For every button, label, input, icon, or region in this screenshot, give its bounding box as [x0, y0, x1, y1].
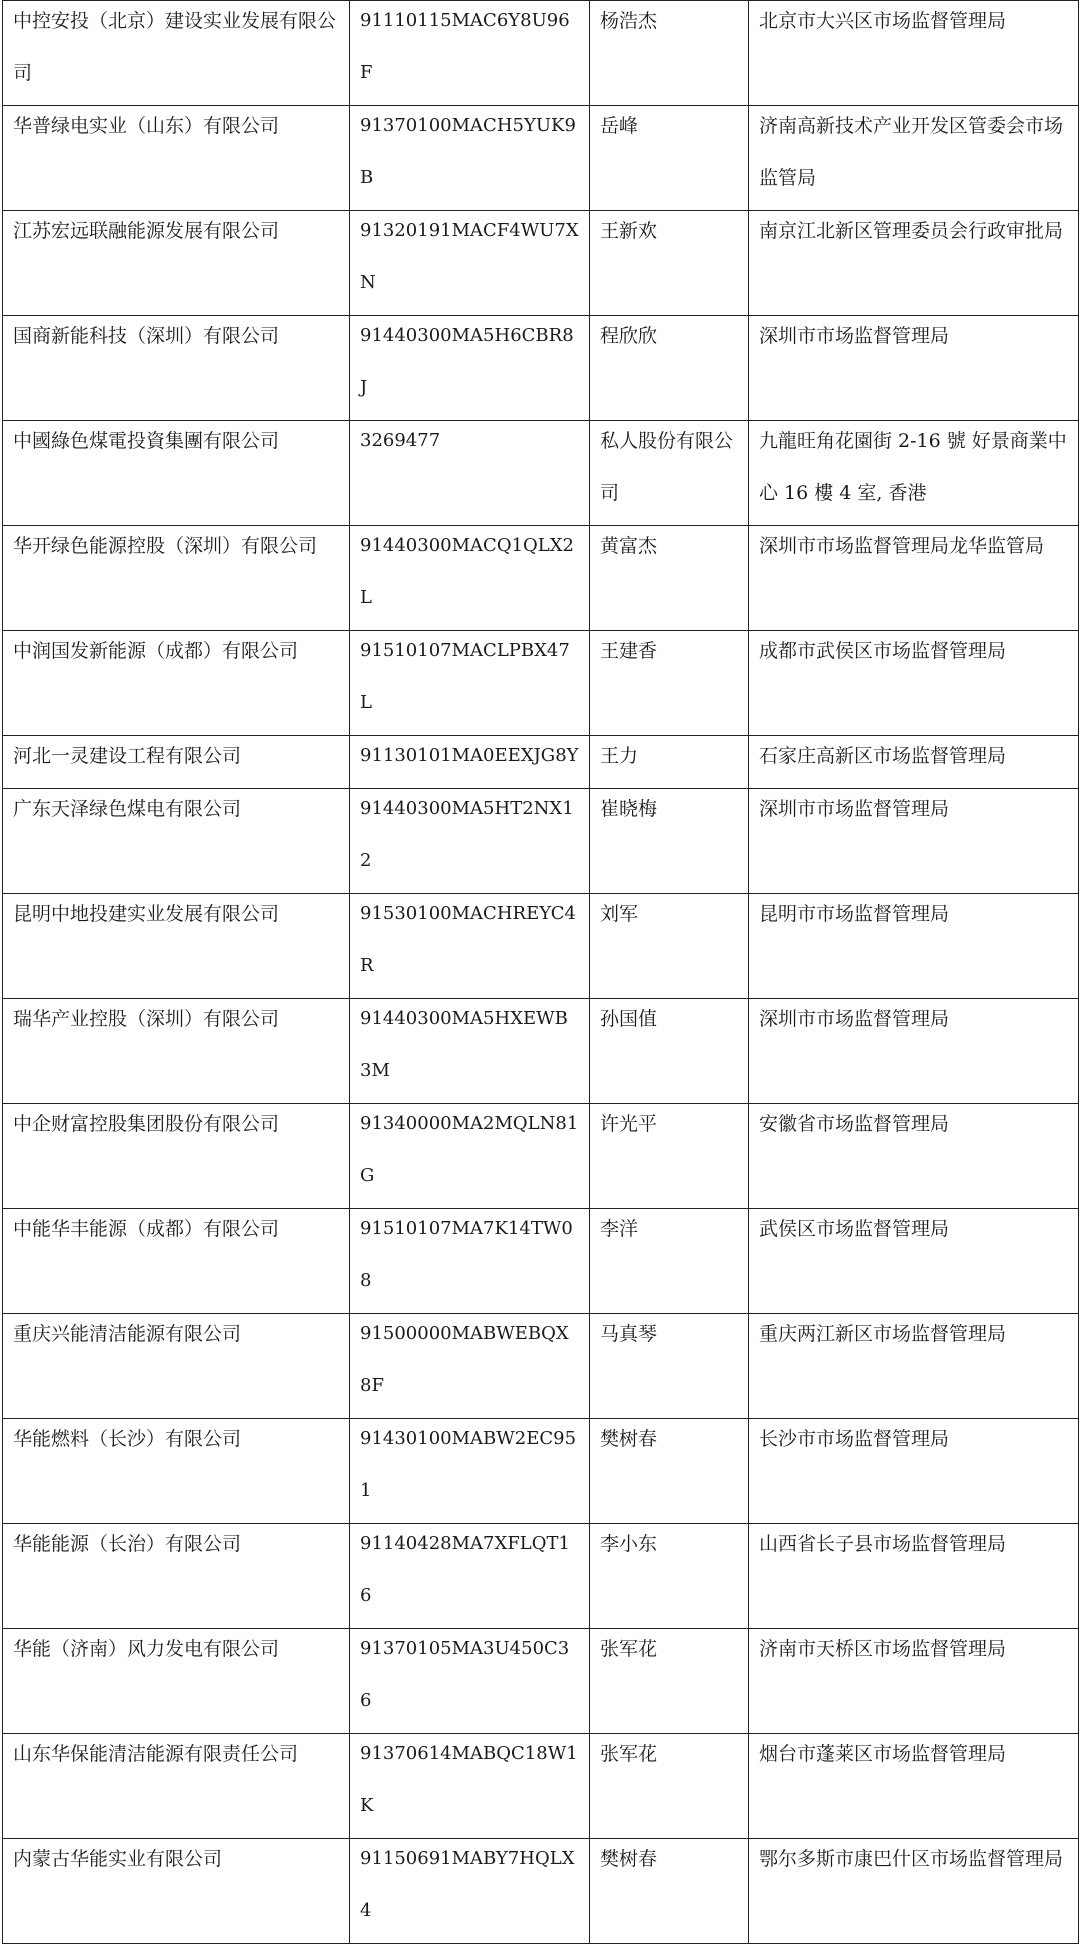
table-row — [3, 1734, 1079, 1839]
legal-representative-text: 樊树春 — [600, 1848, 658, 1870]
legal-representative-cell — [590, 316, 749, 421]
legal-representative-cell — [590, 1104, 749, 1209]
company-name-cell — [3, 1524, 350, 1629]
credit-code-cell — [350, 1629, 590, 1734]
company-name-text: 中國綠色煤電投資集團有限公司 — [13, 430, 280, 452]
registration-authority-text: 烟台市蓬莱区市场监督管理局 — [759, 1743, 1007, 1765]
company-name-text: 华能燃料（长沙）有限公司 — [13, 1428, 242, 1450]
company-name-text: 华能能源（长治）有限公司 — [13, 1533, 242, 1555]
table-row — [3, 1419, 1079, 1524]
table-row — [3, 1209, 1079, 1314]
registration-authority-cell — [749, 1629, 1079, 1734]
legal-representative-text: 孙国值 — [600, 1008, 658, 1030]
registration-authority-text: 南京江北新区管理委员会行政审批局 — [759, 220, 1064, 242]
credit-code-cell — [350, 526, 590, 631]
legal-representative-cell — [590, 106, 749, 211]
legal-representative-cell — [590, 789, 749, 894]
registration-authority-text: 重庆两江新区市场监督管理局 — [759, 1323, 1007, 1345]
legal-representative-cell — [590, 211, 749, 316]
credit-code-cell — [350, 999, 590, 1104]
company-name-text: 华普绿电实业（山东）有限公司 — [13, 115, 280, 137]
registration-authority-cell — [749, 1314, 1079, 1419]
registration-authority-cell — [749, 421, 1079, 526]
registration-authority-cell — [749, 1, 1079, 106]
registration-authority-cell — [749, 106, 1079, 211]
legal-representative-text: 王力 — [600, 745, 639, 767]
registration-authority-cell — [749, 211, 1079, 316]
table-row — [3, 526, 1079, 631]
legal-representative-cell — [590, 1209, 749, 1314]
credit-code-text: 91320191MACF4WU7XN — [360, 220, 579, 293]
company-name-cell — [3, 1734, 350, 1839]
legal-representative-text: 樊树春 — [600, 1428, 658, 1450]
registration-authority-text: 武侯区市场监督管理局 — [759, 1218, 950, 1240]
table-row — [3, 106, 1079, 211]
legal-representative-cell — [590, 526, 749, 631]
company-name-cell — [3, 631, 350, 736]
legal-representative-text: 杨浩杰 — [600, 10, 658, 32]
company-name-cell — [3, 999, 350, 1104]
credit-code-cell — [350, 1, 590, 106]
registration-authority-text: 长沙市市场监督管理局 — [759, 1428, 950, 1450]
credit-code-cell — [350, 421, 590, 526]
registration-authority-cell — [749, 1104, 1079, 1209]
legal-representative-cell — [590, 1734, 749, 1839]
credit-code-text: 91150691MABY7HQLX4 — [360, 1848, 575, 1921]
registration-authority-cell — [749, 736, 1079, 789]
company-name-cell — [3, 1104, 350, 1209]
company-name-cell — [3, 1314, 350, 1419]
credit-code-text: 91370100MACH5YUK9B — [360, 115, 576, 188]
registration-authority-cell — [749, 1524, 1079, 1629]
company-name-cell — [3, 1839, 350, 1944]
company-name-text: 江苏宏远联融能源发展有限公司 — [13, 220, 280, 242]
legal-representative-cell — [590, 1629, 749, 1734]
credit-code-cell — [350, 106, 590, 211]
registration-authority-text: 济南市天桥区市场监督管理局 — [759, 1638, 1007, 1660]
legal-representative-text: 王建香 — [600, 640, 658, 662]
legal-representative-text: 许光平 — [600, 1113, 658, 1135]
document-page — [2, 0, 1078, 1944]
credit-code-text: 91440300MA5HXEWB3M — [360, 1008, 568, 1081]
table-row — [3, 211, 1079, 316]
table-row — [3, 631, 1079, 736]
credit-code-cell — [350, 1314, 590, 1419]
credit-code-cell — [350, 736, 590, 789]
credit-code-text: 91370105MA3U450C36 — [360, 1638, 570, 1711]
legal-representative-cell — [590, 894, 749, 999]
company-name-cell — [3, 736, 350, 789]
registration-authority-text: 深圳市市场监督管理局龙华监管局 — [759, 535, 1045, 557]
credit-code-text: 91440300MA5H6CBR8J — [360, 325, 574, 398]
legal-representative-text: 私人股份有限公司 — [600, 430, 734, 504]
credit-code-text: 91130101MA0EEXJG8Y — [360, 745, 579, 766]
legal-representative-text: 李洋 — [600, 1218, 639, 1240]
legal-representative-text: 程欣欣 — [600, 325, 658, 347]
registration-authority-text: 深圳市市场监督管理局 — [759, 325, 950, 347]
registration-authority-text: 安徽省市场监督管理局 — [759, 1113, 950, 1135]
company-name-text: 瑞华产业控股（深圳）有限公司 — [13, 1008, 280, 1030]
company-name-cell — [3, 1, 350, 106]
credit-code-text: 91430100MABW2EC951 — [360, 1428, 577, 1501]
legal-representative-cell — [590, 1, 749, 106]
legal-representative-text: 王新欢 — [600, 220, 658, 242]
company-name-cell — [3, 789, 350, 894]
company-name-cell — [3, 894, 350, 999]
company-name-cell — [3, 1209, 350, 1314]
credit-code-text: 91140428MA7XFLQT16 — [360, 1533, 570, 1606]
company-name-cell — [3, 526, 350, 631]
company-name-text: 内蒙古华能实业有限公司 — [13, 1848, 223, 1870]
company-name-cell — [3, 106, 350, 211]
company-name-text: 华开绿色能源控股（深圳）有限公司 — [13, 535, 318, 557]
credit-code-text: 91500000MABWEBQX8F — [360, 1323, 569, 1396]
credit-code-cell — [350, 789, 590, 894]
registration-authority-cell — [749, 789, 1079, 894]
table-row — [3, 1629, 1079, 1734]
credit-code-text: 91440300MA5HT2NX12 — [360, 798, 574, 871]
table-body — [3, 1, 1079, 1944]
company-name-text: 中能华丰能源（成都）有限公司 — [13, 1218, 280, 1240]
registration-authority-cell — [749, 894, 1079, 999]
legal-representative-cell — [590, 1839, 749, 1944]
credit-code-cell — [350, 316, 590, 421]
company-name-cell — [3, 421, 350, 526]
table-row — [3, 1839, 1079, 1944]
company-name-text: 中润国发新能源（成都）有限公司 — [13, 640, 299, 662]
credit-code-text: 91510107MACLPBX47L — [360, 640, 570, 713]
table-row — [3, 789, 1079, 894]
registration-authority-text: 北京市大兴区市场监督管理局 — [759, 10, 1007, 32]
registration-authority-cell — [749, 1209, 1079, 1314]
credit-code-cell — [350, 1839, 590, 1944]
credit-code-cell — [350, 1209, 590, 1314]
company-name-cell — [3, 1419, 350, 1524]
table-row — [3, 1104, 1079, 1209]
company-name-text: 河北一灵建设工程有限公司 — [13, 745, 242, 767]
company-name-cell — [3, 211, 350, 316]
credit-code-cell — [350, 1104, 590, 1209]
company-name-text: 中企财富控股集团股份有限公司 — [13, 1113, 280, 1135]
legal-representative-cell — [590, 1524, 749, 1629]
company-name-text: 昆明中地投建实业发展有限公司 — [13, 903, 280, 925]
credit-code-text: 91440300MACQ1QLX2L — [360, 535, 575, 608]
company-name-cell — [3, 316, 350, 421]
registration-authority-cell — [749, 1419, 1079, 1524]
table-row — [3, 1314, 1079, 1419]
registration-authority-text: 山西省长子县市场监督管理局 — [759, 1533, 1007, 1555]
registration-authority-cell — [749, 999, 1079, 1104]
table-row — [3, 1, 1079, 106]
registration-authority-cell — [749, 1734, 1079, 1839]
credit-code-cell — [350, 1734, 590, 1839]
company-name-text: 华能（济南）风力发电有限公司 — [13, 1638, 280, 1660]
company-name-text: 山东华保能清洁能源有限责任公司 — [13, 1743, 299, 1765]
legal-representative-text: 黄富杰 — [600, 535, 658, 557]
registration-authority-text: 济南高新技术产业开发区管委会市场监管局 — [759, 115, 1064, 189]
legal-representative-cell — [590, 736, 749, 789]
credit-code-text: 91510107MA7K14TW08 — [360, 1218, 573, 1291]
table-row — [3, 999, 1079, 1104]
legal-representative-cell — [590, 1314, 749, 1419]
legal-representative-text: 张军花 — [600, 1743, 658, 1765]
credit-code-cell — [350, 211, 590, 316]
credit-code-cell — [350, 1419, 590, 1524]
company-name-text: 国商新能科技（深圳）有限公司 — [13, 325, 280, 347]
table-row — [3, 894, 1079, 999]
credit-code-text: 91530100MACHREYC4R — [360, 903, 576, 976]
registration-authority-cell — [749, 631, 1079, 736]
registration-authority-text: 深圳市市场监督管理局 — [759, 798, 950, 820]
legal-representative-cell — [590, 421, 749, 526]
registration-authority-text: 昆明市市场监督管理局 — [759, 903, 950, 925]
registration-authority-cell — [749, 1839, 1079, 1944]
credit-code-text: 3269477 — [360, 430, 441, 451]
registration-authority-text: 鄂尔多斯市康巴什区市场监督管理局 — [759, 1848, 1064, 1870]
company-registration-table — [2, 0, 1079, 1944]
legal-representative-cell — [590, 1419, 749, 1524]
credit-code-cell — [350, 894, 590, 999]
credit-code-cell — [350, 631, 590, 736]
credit-code-text: 91340000MA2MQLN81G — [360, 1113, 579, 1186]
registration-authority-cell — [749, 316, 1079, 421]
registration-authority-text: 石家庄高新区市场监督管理局 — [759, 745, 1007, 767]
registration-authority-text: 深圳市市场监督管理局 — [759, 1008, 950, 1030]
legal-representative-cell — [590, 631, 749, 736]
legal-representative-text: 马真琴 — [600, 1323, 658, 1345]
legal-representative-cell — [590, 999, 749, 1104]
table-row — [3, 421, 1079, 526]
company-name-text: 重庆兴能清洁能源有限公司 — [13, 1323, 242, 1345]
table-row — [3, 316, 1079, 421]
company-name-text: 中控安投（北京）建设实业发展有限公司 — [13, 10, 337, 84]
registration-authority-cell — [749, 526, 1079, 631]
credit-code-text: 91110115MAC6Y8U96F — [360, 10, 570, 83]
company-name-text: 广东天泽绿色煤电有限公司 — [13, 798, 242, 820]
legal-representative-text: 张军花 — [600, 1638, 658, 1660]
legal-representative-text: 刘军 — [600, 903, 639, 925]
credit-code-text: 91370614MABQC18W1K — [360, 1743, 578, 1816]
credit-code-cell — [350, 1524, 590, 1629]
registration-authority-text: 成都市武侯区市场监督管理局 — [759, 640, 1007, 662]
table-row — [3, 736, 1079, 789]
legal-representative-text: 李小东 — [600, 1533, 658, 1555]
legal-representative-text: 崔晓梅 — [600, 798, 658, 820]
table-row — [3, 1524, 1079, 1629]
legal-representative-text: 岳峰 — [600, 115, 639, 137]
company-name-cell — [3, 1629, 350, 1734]
registration-authority-text: 九龍旺角花園街 2-16 號 好景商業中心 16 樓 4 室, 香港 — [759, 430, 1067, 504]
